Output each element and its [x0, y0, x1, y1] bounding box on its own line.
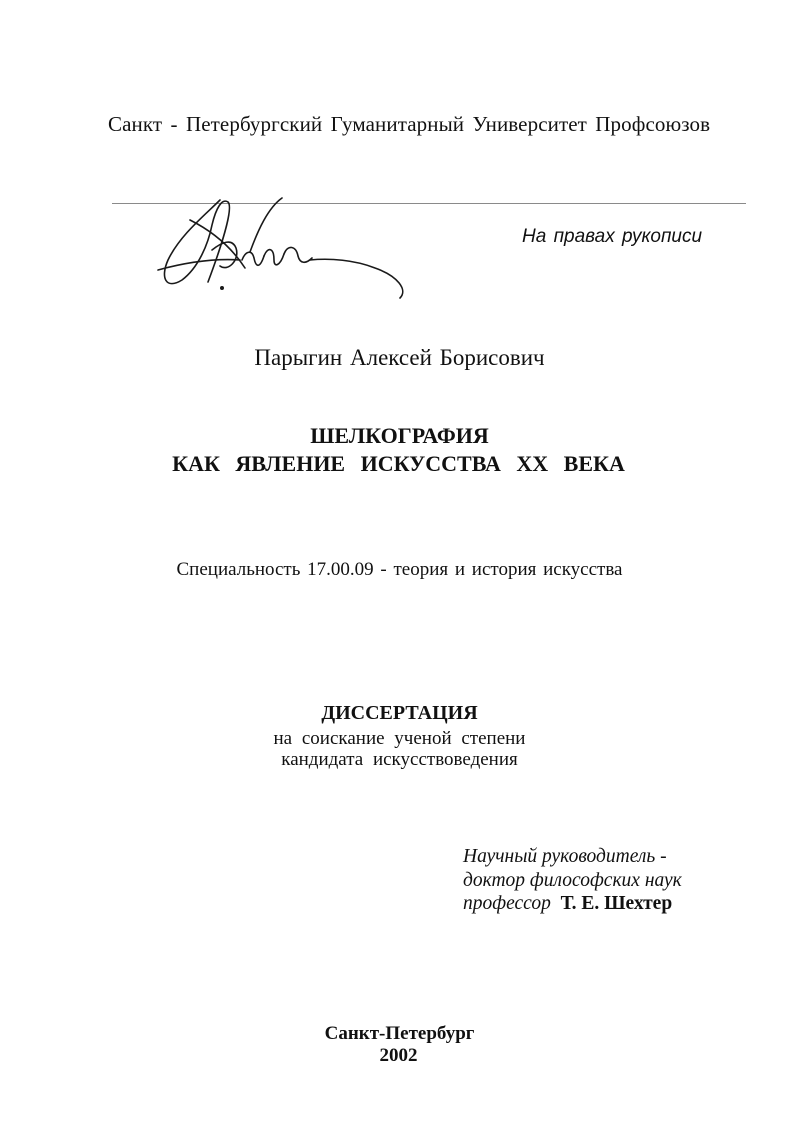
manuscript-rights-note: На правах рукописи [522, 226, 703, 247]
supervisor-degree: доктор философских наук [463, 870, 682, 891]
year: 2002 [379, 1045, 418, 1066]
supervisor-title: профессор [463, 893, 551, 914]
city: Санкт-Петербург [324, 1023, 475, 1044]
degree-line-1: на соискание ученой степени [273, 728, 526, 749]
dissertation-title-line-1: ШЕЛКОГРАФИЯ [310, 423, 489, 448]
degree-line-2: кандидата искусствоведения [281, 749, 518, 770]
handwritten-signature-icon [150, 190, 415, 305]
dissertation-heading: ДИССЕРТАЦИЯ [321, 702, 478, 724]
specialty-line: Специальность 17.00.09 - теория и история искусства [176, 559, 623, 580]
university-name: Санкт - Петербургский Гуманитарный Университет Профсоюзов [108, 112, 711, 136]
supervisor-role: Научный руководитель - [463, 846, 667, 867]
dissertation-title-line-2: КАК ЯВЛЕНИЕ ИСКУССТВА XX ВЕКА [172, 451, 625, 476]
author-name: Парыгин Алексей Борисович [254, 345, 545, 370]
supervisor-title-line [463, 893, 672, 915]
supervisor-name: Т. Е. Шехтер [560, 893, 673, 914]
